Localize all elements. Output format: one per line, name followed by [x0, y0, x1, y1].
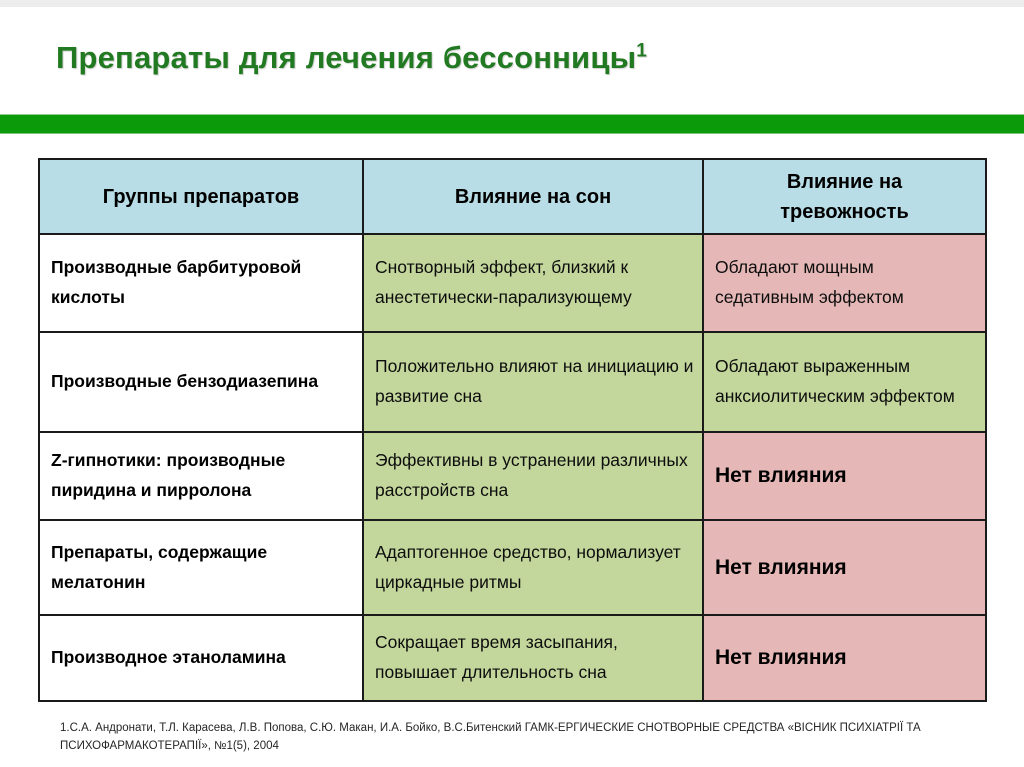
sleep-effect-cell: Адаптогенное средство, нормализует циркадные ритмы: [363, 520, 703, 615]
accent-bar: [0, 114, 1024, 134]
drug-group-cell: Z-гипнотики: производные пиридина и пирролона: [39, 432, 363, 520]
table-row: [39, 332, 986, 432]
slide-title-footnote-marker: 1: [636, 40, 648, 62]
sleep-effect-cell: Эффективны в устранении различных расстройств сна: [363, 432, 703, 520]
slide-title: [56, 40, 647, 76]
table-row: [39, 615, 986, 701]
anxiety-effect-cell: Обладают мощным седативным эффектом: [703, 234, 986, 332]
anxiety-effect-cell: Нет влияния: [703, 432, 986, 520]
sleep-effect-cell: Положительно влияют на инициацию и развитие сна: [363, 332, 703, 432]
sleep-effect-cell: Сокращает время засыпания, повышает длительность сна: [363, 615, 703, 701]
anxiety-effect-cell: Обладают выраженным анксиолитическим эффектом: [703, 332, 986, 432]
drug-group-cell: Производные бензодиазепина: [39, 332, 363, 432]
drug-group-cell: Препараты, содержащие мелатонин: [39, 520, 363, 615]
drug-group-cell: Производное этаноламина: [39, 615, 363, 701]
table-row: [39, 234, 986, 332]
table-header-row: [39, 159, 986, 234]
reference-footnote: 1.С.А. Андронати, Т.Л. Карасева, Л.В. Попова, С.Ю. Макан, И.А. Бойко, В.С.Битенский ГАМК-ЕРГИЧЕСКИЕ СНОТВОРНЫЕ СРЕДСТВА «ВІСНИК ПСИХІАТРІЇ ТА ПСИХОФАРМАКОТЕРАПІЇ», №1(5), 2004: [60, 722, 921, 752]
slide-title-text: Препараты для лечения бессонницы: [56, 40, 637, 75]
table-row: [39, 432, 986, 520]
slide-top-edge: [0, 0, 1024, 7]
drug-group-cell: Производные барбитуровой кислоты: [39, 234, 363, 332]
anxiety-effect-cell: Нет влияния: [703, 615, 986, 701]
table-row: [39, 520, 986, 615]
column-header-drug-groups: Группы препаратов: [39, 159, 363, 234]
anxiety-effect-cell: Нет влияния: [703, 520, 986, 615]
sleep-effect-cell: Снотворный эффект, близкий к анестетически-парализующему: [363, 234, 703, 332]
column-header-sleep-effect: Влияние на сон: [363, 159, 703, 234]
drug-groups-table: [38, 158, 987, 702]
column-header-anxiety-effect: Влияние на тревожность: [703, 159, 986, 234]
